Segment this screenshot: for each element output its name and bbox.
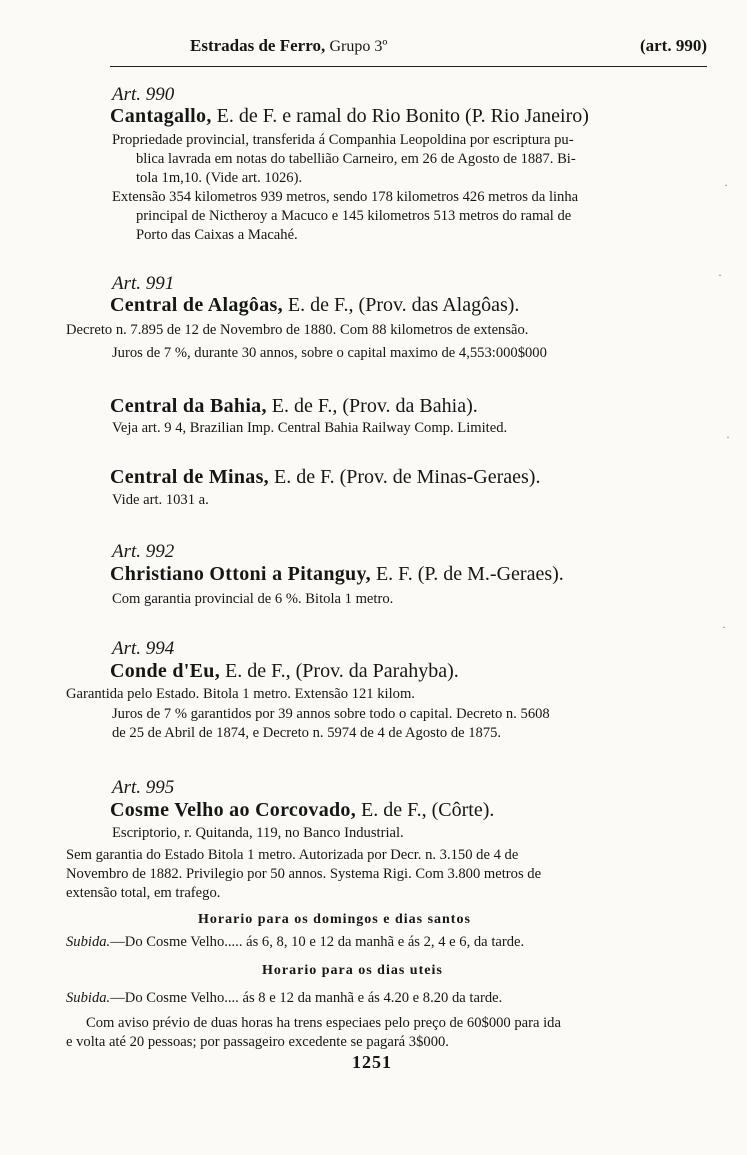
header-article-ref: (art. 990) [639, 36, 707, 55]
entry-line: tola 1m,10. (Vide art. 1026). [136, 170, 303, 186]
entry-line: de 25 de Abril de 1874, e Decreto n. 5974 de 4 de Agosto de 1875. [112, 725, 502, 741]
entry-line: Com garantia provincial de 6 %. Bitola 1 metro. [112, 591, 394, 607]
entry-line: Decreto n. 7.895 de 12 de Novembro de 1880. Com 88 kilometros de extensão. [66, 322, 529, 338]
schedule-weekdays-line: Subida.—Do Cosme Velho.... ás 8 e 12 da manhã e ás 4.20 e 8.20 da tarde. [66, 990, 503, 1006]
entry-line: Propriedade provincial, transferida á Companhia Leopoldina por escriptura pu- [112, 132, 574, 148]
schedule-heading-sundays: Horario para os domingos e dias santos [198, 912, 471, 927]
schedule-note-line: e volta até 20 pessoas; por passageiro excedente se pagará 3$000. [66, 1034, 449, 1050]
article-number: Art. 990 [112, 84, 175, 105]
entry-line: Juros de 7 %, durante 30 annos, sobre o capital maximo de 4,553:000$000 [112, 345, 547, 361]
header-title: Estradas de Ferro, Grupo 3º [190, 36, 388, 55]
scan-speck: · [718, 268, 722, 282]
running-header [190, 36, 707, 58]
entry-line: Porto das Caixas a Macahé. [136, 227, 298, 243]
entry-line: Juros de 7 % garantidos por 39 annos sobre todo o capital. Decreto n. 5608 [112, 706, 550, 722]
entry-line: extensão total, em trafego. [66, 885, 221, 901]
entry-line: Sem garantia do Estado Bitola 1 metro. Autorizada por Decr. n. 3.150 de 4 de [66, 847, 519, 863]
entry-title: Central da Bahia, E. de F., (Prov. da Bahia). [110, 395, 478, 417]
entry-title: Christiano Ottoni a Pitanguy, E. F. (P. de M.-Geraes). [110, 563, 564, 585]
page-number: 1251 [352, 1052, 392, 1072]
entry-title: Central de Alagôas, E. de F., (Prov. das Alagôas). [110, 294, 520, 316]
schedule-heading-weekdays: Horario para os dias uteis [262, 963, 443, 978]
entry-line: Escriptorio, r. Quitanda, 119, no Banco Industrial. [112, 825, 404, 841]
article-number: Art. 995 [112, 777, 175, 798]
entry-title: Cantagallo, E. de F. e ramal do Rio Bonito (P. Rio Janeiro) [110, 105, 589, 127]
entry-line: Garantida pelo Estado. Bitola 1 metro. Extensão 121 kilom. [66, 686, 415, 702]
scan-speck: · [722, 620, 726, 634]
entry-title: Central de Minas, E. de F. (Prov. de Minas-Geraes). [110, 466, 541, 488]
entry-line: principal de Nictheroy a Macuco e 145 kilometros 513 metros do ramal de [136, 208, 572, 224]
entry-line: Novembro de 1882. Privilegio por 50 annos. Systema Rigi. Com 3.800 metros de [66, 866, 542, 882]
schedule-sundays-line: Subida.—Do Cosme Velho..... ás 6, 8, 10 e 12 da manhã e ás 2, 4 e 6, da tarde. [66, 934, 525, 950]
entry-line: Vide art. 1031 a. [112, 492, 209, 508]
entry-line: Extensão 354 kilometros 939 metros, sendo 178 kilometros 426 metros da linha [112, 189, 579, 205]
entry-line: blica lavrada em notas do tabellião Carneiro, em 26 de Agosto de 1887. Bi- [136, 151, 576, 167]
article-number: Art. 991 [112, 273, 175, 294]
article-number: Art. 992 [112, 541, 175, 562]
entry-title: Conde d'Eu, E. de F., (Prov. da Parahyba). [110, 660, 459, 682]
entry-title: Cosme Velho ao Corcovado, E. de F., (Côrte). [110, 799, 495, 821]
schedule-note-line: Com aviso prévio de duas horas ha trens especiaes pelo preço de 60$000 para ida [86, 1015, 561, 1031]
header-rule [110, 66, 707, 67]
entry-line: Veja art. 9 4, Brazilian Imp. Central Bahia Railway Comp. Limited. [112, 420, 508, 436]
article-number: Art. 994 [112, 638, 175, 659]
scan-speck: · [726, 430, 730, 444]
scan-speck: · [724, 178, 728, 192]
